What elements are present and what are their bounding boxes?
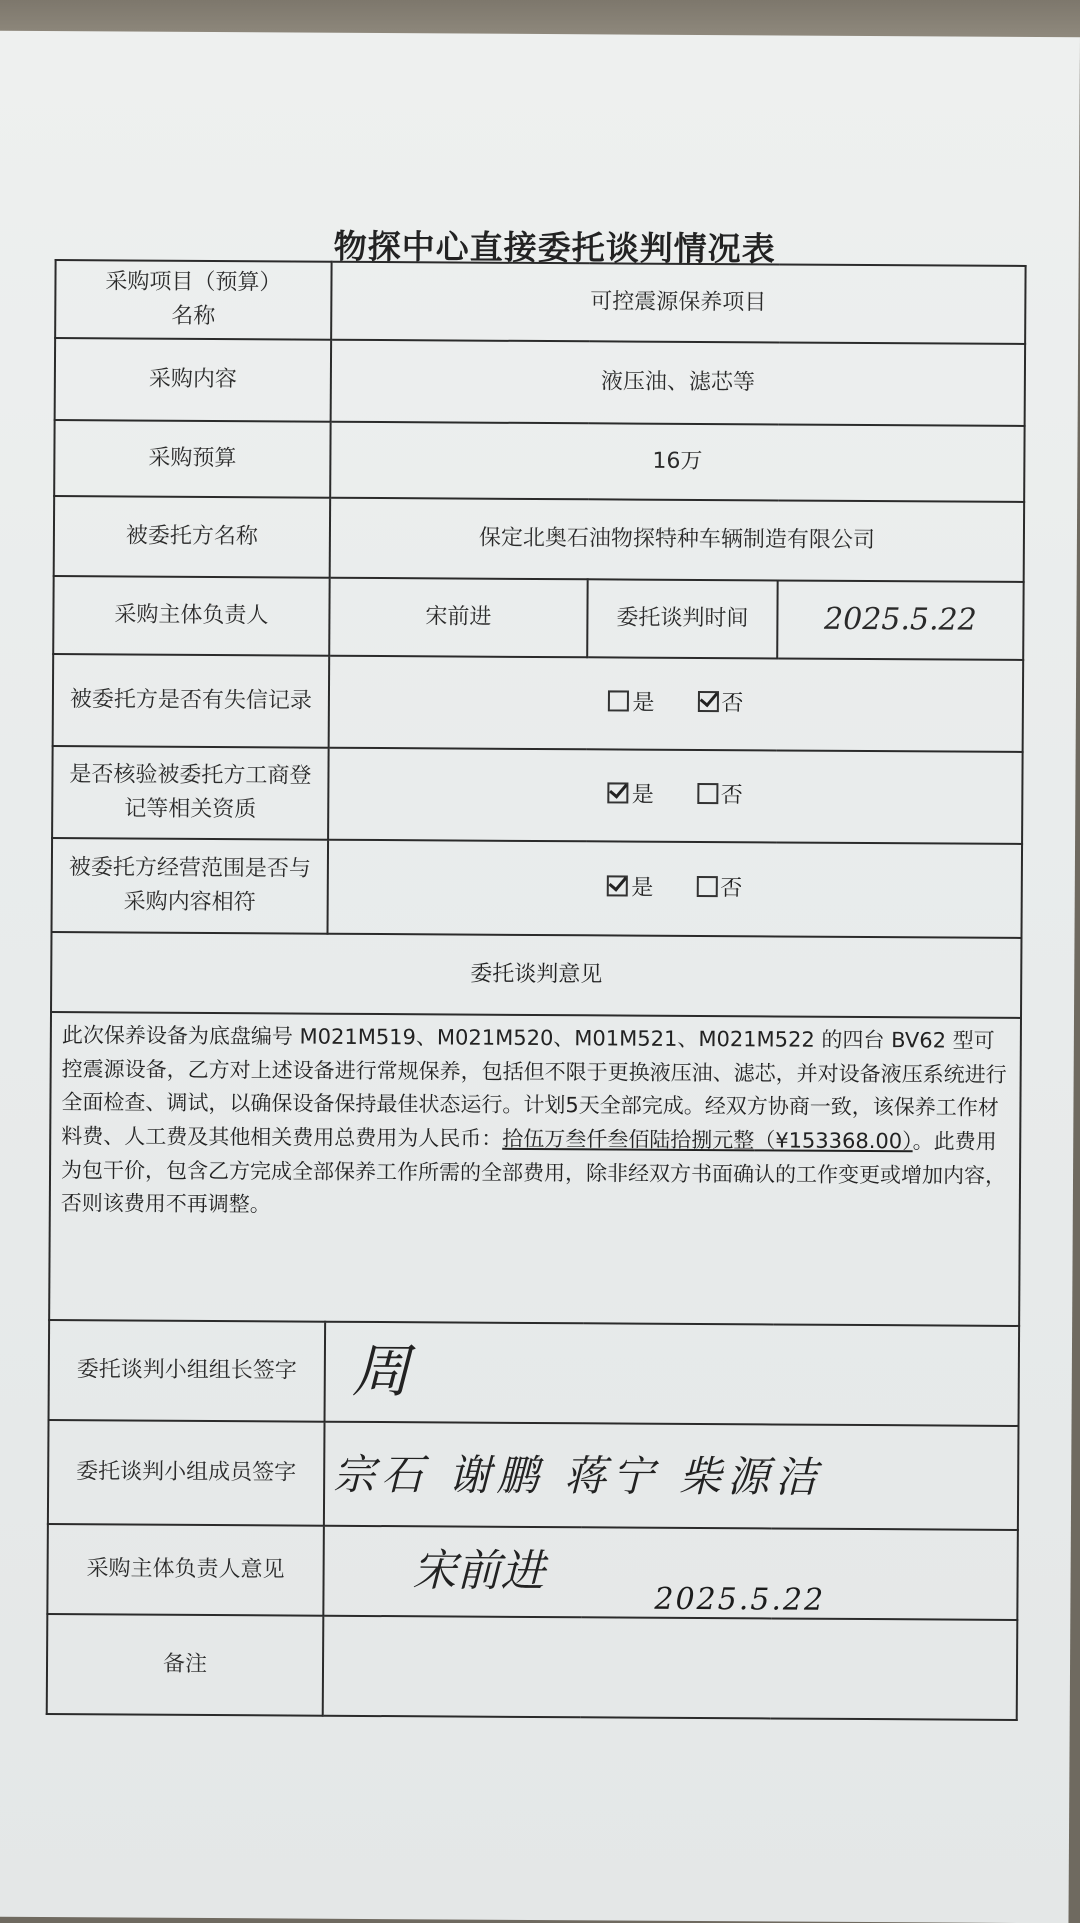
members-signature-cell xyxy=(324,1422,1019,1530)
verify-options xyxy=(328,748,1023,844)
negotiation-form-table xyxy=(46,259,1027,1721)
scope-yes-checkbox[interactable] xyxy=(607,876,628,897)
scope-label: 被委托方经营范围是否与采购内容相符 xyxy=(52,838,329,934)
verify-label: 是否核验被委托方工商登记等相关资质 xyxy=(52,746,329,840)
project-value: 可控震源保养项目 xyxy=(331,262,1025,344)
row-opinion-heading xyxy=(51,932,1021,1018)
time-value-handwritten: 2025.5.22 xyxy=(777,581,1023,661)
row-members-signature xyxy=(48,1420,1019,1530)
entrusted-value: 保定北奥石油物探特种车辆制造有限公司 xyxy=(330,498,1024,582)
leader-signature: 周 xyxy=(351,1337,411,1406)
scope-options xyxy=(327,840,1022,938)
option-yes-label: 是 xyxy=(631,875,654,901)
members-signature: 宗石 谢鹏 蒋宁 柴源洁 xyxy=(333,1449,824,1502)
verify-no-option[interactable] xyxy=(697,779,743,813)
verify-no-checkbox[interactable] xyxy=(697,783,718,804)
scope-no-checkbox[interactable] xyxy=(696,876,717,897)
row-leader-signature xyxy=(49,1320,1020,1426)
responsible-opinion-label: 采购主体负责人意见 xyxy=(47,1524,324,1616)
option-no-label: 否 xyxy=(720,876,743,902)
row-responsible xyxy=(53,576,1023,660)
project-label-line2: 名称 xyxy=(171,303,216,330)
project-label-line1: 采购项目（预算） xyxy=(105,269,282,296)
option-no-label: 否 xyxy=(720,783,743,809)
amount-in-figures: （¥153368.00） xyxy=(754,1128,913,1154)
option-yes-label: 是 xyxy=(631,782,654,808)
dishonest-yes-checkbox[interactable] xyxy=(608,691,629,712)
verify-yes-checkbox[interactable] xyxy=(608,783,629,804)
dishonest-no-option[interactable] xyxy=(697,687,743,721)
members-signature-label: 委托谈判小组成员签字 xyxy=(48,1420,325,1526)
responsible-signature: 宋前进 xyxy=(412,1545,545,1598)
verify-yes-option[interactable] xyxy=(608,779,654,813)
row-budget xyxy=(54,420,1024,502)
project-label xyxy=(55,260,331,340)
responsible-opinion-cell xyxy=(323,1526,1018,1620)
row-project xyxy=(55,260,1025,344)
dishonest-options xyxy=(329,656,1024,752)
row-responsible-opinion xyxy=(47,1524,1018,1620)
time-label: 委托谈判时间 xyxy=(587,579,777,658)
opinion-body xyxy=(49,1012,1021,1326)
content-value: 液压油、滤芯等 xyxy=(331,340,1025,426)
leader-signature-cell xyxy=(325,1322,1020,1426)
budget-label: 采购预算 xyxy=(54,420,330,498)
remarks-value xyxy=(323,1616,1018,1720)
row-verify xyxy=(52,746,1023,844)
form-title: 物探中心直接委托谈判情况表 xyxy=(333,226,776,269)
opinion-text-part2: 。此费用为包干价，包含乙方完成全部保养工作所需的全部费用，除非经双方书面确认的工作变更或增加内容，否则该费用不再调整。 xyxy=(60,1129,1007,1217)
responsible-signature-date: 2025.5.22 xyxy=(654,1581,826,1618)
opinion-text-part1: 此次保养设备为底盘编号 M021M519、M021M520、M01M521、M021M522 的四台 BV62 型可控震源设备，乙方对上述设备进行常规保养，包括但不限于更换液压油、滤芯，并对设备液压系统进行全面检查、调试，以确保设备保持最佳状态运行。计划5天全部完成。经双方协商一致，该保养工作材料费、人工费及其他相关费用总费用为人民币： xyxy=(61,1023,1007,1151)
scope-no-option[interactable] xyxy=(696,872,742,906)
opinion-heading: 委托谈判意见 xyxy=(51,932,1021,1018)
dishonest-yes-option[interactable] xyxy=(608,687,654,721)
scope-yes-option[interactable] xyxy=(607,872,653,906)
content-label: 采购内容 xyxy=(55,338,331,422)
row-entrusted xyxy=(54,496,1024,582)
dishonest-no-checkbox[interactable] xyxy=(697,691,718,712)
row-opinion-body xyxy=(49,1012,1021,1326)
option-no-label: 否 xyxy=(721,691,744,717)
row-content xyxy=(55,338,1025,426)
amount-in-words: 拾伍万叁仟叁佰陆拾捌元整 xyxy=(502,1126,755,1153)
budget-value: 16万 xyxy=(330,422,1024,502)
responsible-label: 采购主体负责人 xyxy=(53,576,329,656)
option-yes-label: 是 xyxy=(632,690,655,716)
remarks-label: 备注 xyxy=(47,1614,324,1716)
row-scope xyxy=(52,838,1023,938)
entrusted-label: 被委托方名称 xyxy=(54,496,330,578)
leader-signature-label: 委托谈判小组组长签字 xyxy=(49,1320,326,1422)
responsible-value: 宋前进 xyxy=(329,578,587,658)
row-dishonest xyxy=(53,654,1024,752)
paper-sheet xyxy=(0,31,1080,1923)
dishonest-label: 被委托方是否有失信记录 xyxy=(53,654,330,748)
row-remarks xyxy=(47,1614,1018,1720)
